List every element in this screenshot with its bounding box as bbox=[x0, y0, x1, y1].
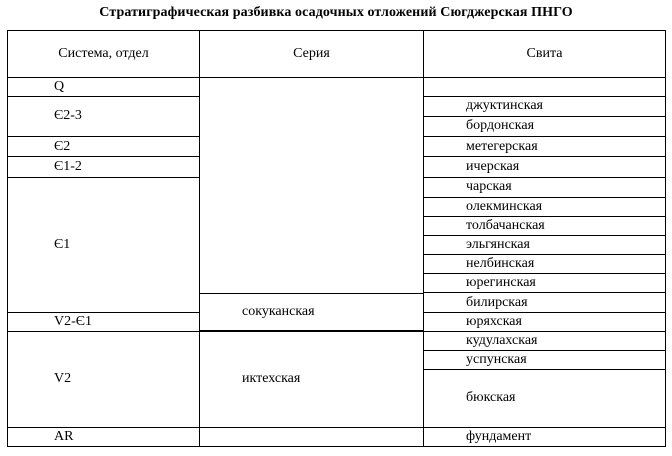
series-sokukanskaya: сокуканская bbox=[242, 304, 315, 319]
suite-kudulahskaya: кудулахская bbox=[424, 331, 666, 350]
series-sokukanskaya-cell bbox=[199, 293, 424, 331]
suite-empty bbox=[424, 78, 666, 96]
suite-uspunskaya: успунская bbox=[424, 350, 666, 369]
suite-metegerskaya: метегерская bbox=[424, 137, 666, 157]
document-title: Стратиграфическая разбивка осадочных отложений Сюгджерская ПНГО bbox=[99, 5, 573, 20]
table-header-row bbox=[8, 31, 666, 78]
suite-icherskaya: ичерская bbox=[424, 157, 666, 178]
suite-nelbinskaya: нелбинская bbox=[424, 255, 666, 274]
system-q: Q bbox=[8, 78, 200, 96]
suite-bilirskaya: билирская bbox=[424, 293, 666, 312]
series-iktehskaya: иктехская bbox=[200, 331, 424, 427]
suite-byukskaya: бюкская bbox=[424, 370, 666, 428]
suite-dzhuktinskaya: джуктинская bbox=[424, 96, 666, 116]
suite-bordonskaya: бордонская bbox=[424, 116, 666, 136]
table-row bbox=[8, 427, 666, 446]
header-system: Система, отдел bbox=[8, 31, 200, 78]
series-empty-upper bbox=[200, 78, 424, 312]
suite-elgyanskaya: эльгянская bbox=[424, 235, 666, 254]
system-v2: V2 bbox=[8, 331, 200, 427]
suite-charskaya: чарская bbox=[424, 178, 666, 197]
stratigraphy-table bbox=[7, 30, 666, 447]
header-suite: Свита bbox=[424, 31, 666, 78]
system-e1: Є1 bbox=[8, 178, 200, 312]
table-row bbox=[8, 78, 666, 96]
system-e2: Є2 bbox=[8, 137, 200, 157]
system-e1-2: Є1-2 bbox=[8, 157, 200, 178]
series-empty-ar bbox=[200, 427, 424, 446]
table-row bbox=[8, 331, 666, 350]
suite-yureginskaya: юрегинская bbox=[424, 274, 666, 293]
header-series: Серия bbox=[200, 31, 424, 78]
suite-fundament: фундамент bbox=[424, 427, 666, 446]
system-e2-3: Є2-3 bbox=[8, 96, 200, 136]
system-v2-e1: V2-Є1 bbox=[8, 312, 200, 331]
suite-tolbachanskaya: толбачанская bbox=[424, 216, 666, 235]
suite-olekminskaya: олекминская bbox=[424, 197, 666, 216]
system-ar: AR bbox=[8, 427, 200, 446]
suite-yuryahskaya: юряхская bbox=[424, 312, 666, 331]
